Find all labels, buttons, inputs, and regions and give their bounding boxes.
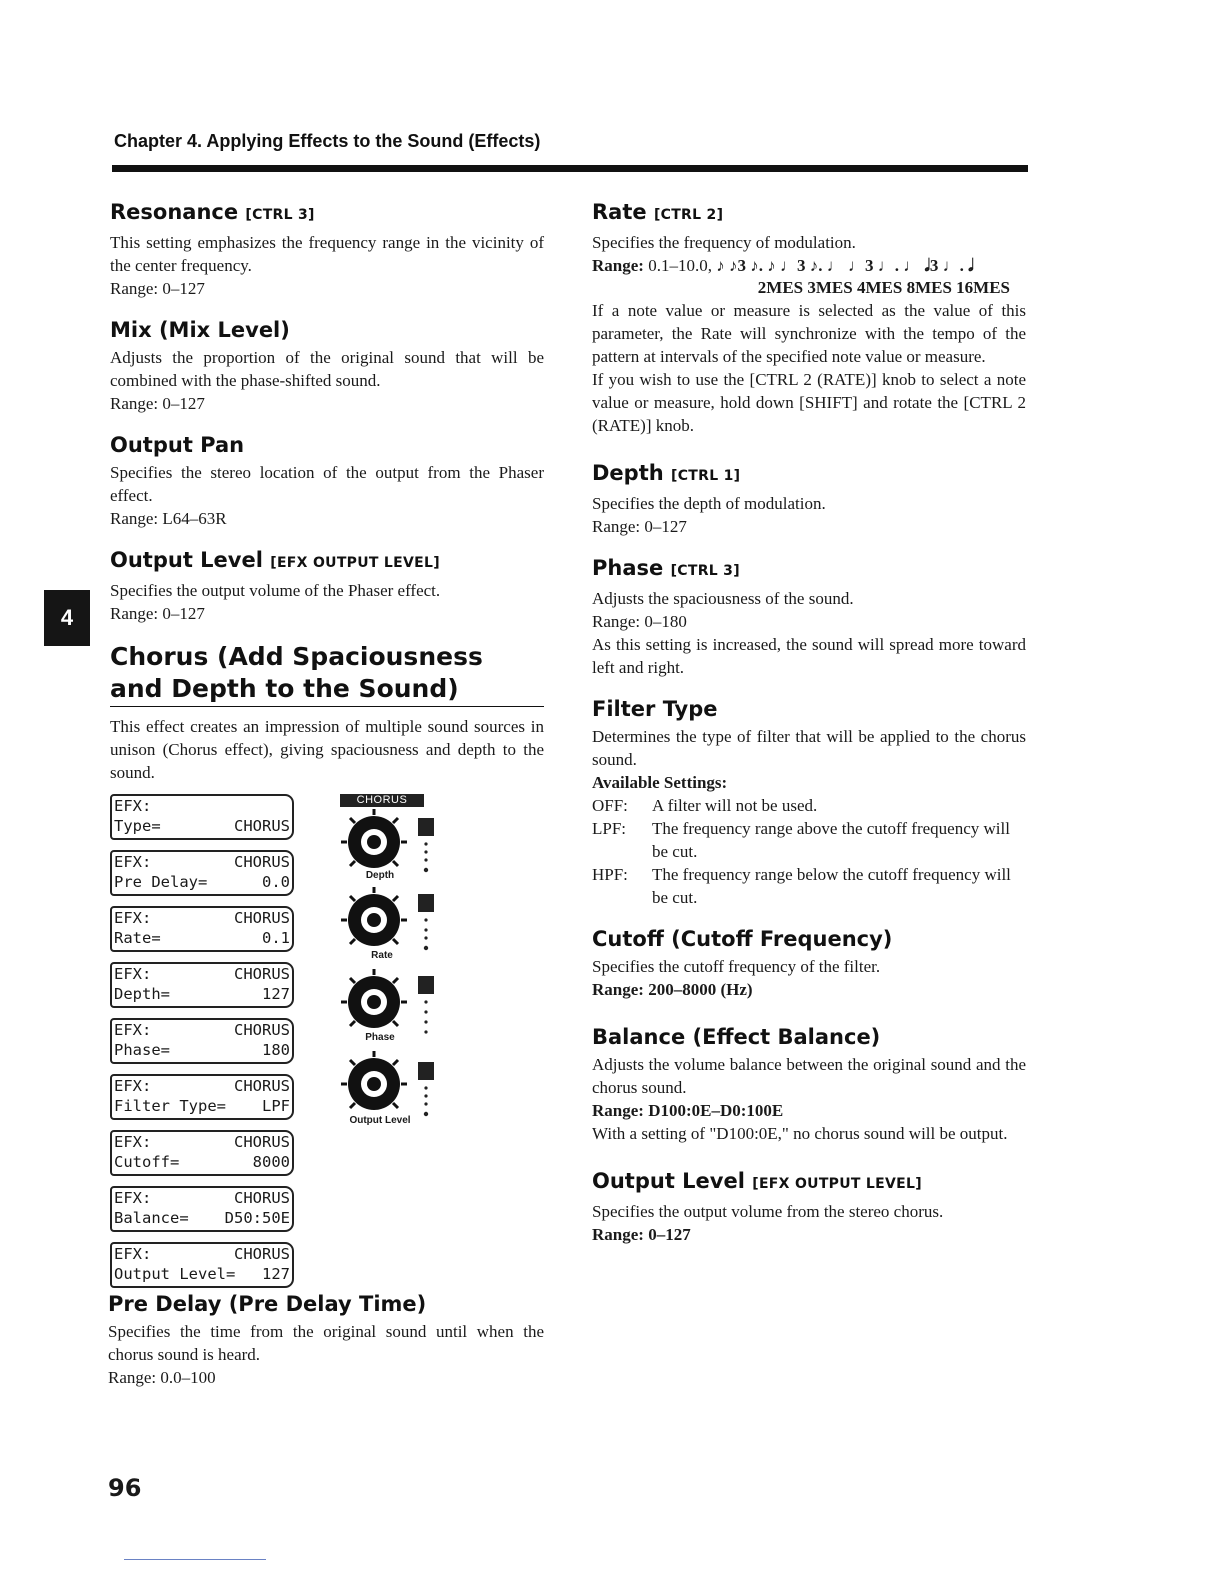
lcd-text: Filter Type= — [114, 1097, 226, 1115]
mix-text: Adjusts the proportion of the original sound that will be combined with the phase-shifted sound. — [110, 348, 544, 390]
mix-range: Range: 0–127 — [110, 394, 205, 413]
lcd-screen — [110, 1018, 294, 1064]
lcd-value: CHORUS — [234, 965, 290, 983]
lcd-value: LPF — [262, 1097, 290, 1115]
rate-title: Rate [CTRL 2] — [592, 200, 724, 224]
balance-text-note: With a setting of "D100:0E," no chorus sound will be output. — [592, 1124, 1008, 1143]
lcd-value: D50:50E — [224, 1209, 290, 1227]
right-column — [592, 198, 1026, 1262]
right-output-level-text: Specifies the output volume from the stereo chorus. — [592, 1202, 944, 1221]
chorus-text: This effect creates an impression of multiple sound sources in unison (Chorus effect), giving spaciousness and depth to the sound. — [110, 717, 544, 782]
lcd-text: EFX: — [114, 1077, 152, 1095]
cutoff-range: Range: 200–8000 (Hz) — [592, 980, 753, 999]
output-pan-range: Range: L64–63R — [110, 509, 227, 528]
lcd-screen — [110, 850, 294, 896]
lcd-list — [110, 794, 292, 1298]
lcd-value: 0.0 — [262, 873, 290, 891]
page-number: 96 — [108, 1474, 142, 1502]
filter-setting-lpf: LPF: The frequency range above the cutoff frequency will be cut. — [592, 819, 1010, 861]
chorus-title: Chorus (Add Spaciousness and Depth to the Sound) — [110, 641, 544, 707]
lcd-value: 180 — [262, 1041, 290, 1059]
phase-range: Range: 0–180 — [592, 612, 687, 631]
phase-text: Adjusts the spaciousness of the sound. — [592, 589, 854, 608]
lcd-screen — [110, 1074, 294, 1120]
lcd-value: CHORUS — [234, 1021, 290, 1039]
footer-line — [124, 1559, 266, 1560]
filter-type-title: Filter Type — [592, 697, 718, 721]
lcd-text: Output Level= — [114, 1265, 236, 1283]
output-level-range: Range: 0–127 — [110, 604, 205, 623]
lcd-text: Balance= — [114, 1209, 189, 1227]
lcd-screen — [110, 962, 294, 1008]
chorus-panel-label: CHORUS — [340, 794, 424, 807]
balance-title: Balance (Effect Balance) — [592, 1025, 881, 1049]
resonance-title: Resonance [CTRL 3] — [110, 200, 315, 224]
right-output-level-range: Range: 0–127 — [592, 1225, 691, 1244]
rate-range: Range: 0.1–10.0, ♪ ♪3 ♪. ♪ ♩3 ♪. ♩ ♩3 ♩. ♩ 𝅗𝅥3 ♩. 𝅗𝅥 2MES 3MES 4MES 8MES 16MES — [592, 256, 1010, 297]
lcd-screen — [110, 1186, 294, 1232]
output-level-knob-label: Output Level — [349, 1115, 411, 1126]
pre-delay-section — [108, 1290, 544, 1389]
pre-delay-title: Pre Delay (Pre Delay Time) — [108, 1292, 427, 1316]
output-pan-text: Specifies the stereo location of the output from the Phaser effect. — [110, 463, 544, 505]
lcd-text: EFX: — [114, 797, 152, 815]
lcd-value: CHORUS — [234, 817, 290, 835]
filter-available-label: Available Settings: — [592, 773, 728, 792]
rate-text: Specifies the frequency of modulation. — [592, 233, 856, 252]
lcd-screen — [110, 1242, 294, 1288]
depth-text: Specifies the depth of modulation. — [592, 494, 826, 513]
depth-title: Depth [CTRL 1] — [592, 461, 741, 485]
lcd-text: Type= — [114, 817, 161, 835]
right-output-level-section — [592, 1167, 1026, 1246]
lcd-text: EFX: — [114, 1189, 152, 1207]
chapter-tab: 4 — [44, 590, 90, 646]
output-level-section — [110, 546, 544, 625]
phase-title: Phase [CTRL 3] — [592, 556, 740, 580]
left-column — [110, 198, 544, 784]
resonance-text: This setting emphasizes the frequency range in the vicinity of the center frequency. — [110, 233, 544, 275]
balance-text: Adjusts the volume balance between the original sound and the chorus sound. — [592, 1055, 1026, 1097]
lcd-screen — [110, 794, 294, 840]
lcd-text: Pre Delay= — [114, 873, 208, 891]
output-level-knob-icon — [336, 1050, 446, 1120]
mix-section — [110, 316, 544, 415]
lcd-value: CHORUS — [234, 1189, 290, 1207]
lcd-text: Depth= — [114, 985, 170, 1003]
right-output-level-title: Output Level [EFX OUTPUT LEVEL] — [592, 1169, 922, 1193]
lcd-value: CHORUS — [234, 1133, 290, 1151]
balance-section — [592, 1023, 1026, 1145]
cutoff-section — [592, 925, 1026, 1001]
lcd-text: Cutoff= — [114, 1153, 180, 1171]
depth-range: Range: 0–127 — [592, 517, 687, 536]
lcd-value: CHORUS — [234, 1245, 290, 1263]
filter-setting-off: OFF: A filter will not be used. — [592, 796, 818, 815]
lcd-value: 127 — [262, 1265, 290, 1283]
rate-text-sync: If a note value or measure is selected as the value of this parameter, the Rate will synchronize with the tempo of the pattern at intervals of the specified note value or measure. — [592, 301, 1026, 366]
output-level-text: Specifies the output volume of the Phaser effect. — [110, 581, 441, 600]
output-pan-section — [110, 431, 544, 530]
chapter-heading: Chapter 4. Applying Effects to the Sound (Effects) — [114, 131, 541, 151]
lcd-text: EFX: — [114, 853, 152, 871]
rate-section — [592, 198, 1026, 437]
lcd-text: Phase= — [114, 1041, 170, 1059]
filter-setting-hpf: HPF: The frequency range below the cutoff frequency will be cut. — [592, 865, 1011, 907]
lcd-text: EFX: — [114, 1133, 152, 1151]
lcd-text: EFX: — [114, 965, 152, 983]
lcd-text: EFX: — [114, 1021, 152, 1039]
pre-delay-text: Specifies the time from the original sound until when the chorus sound is heard. — [108, 1322, 544, 1364]
phase-knob-label: Phase — [365, 1032, 395, 1043]
lcd-value: CHORUS — [234, 1077, 290, 1095]
cutoff-text: Specifies the cutoff frequency of the filter. — [592, 957, 881, 976]
balance-range: Range: D100:0E–D0:100E — [592, 1101, 784, 1120]
lcd-screen — [110, 906, 294, 952]
output-pan-title: Output Pan — [110, 433, 245, 457]
resonance-section — [110, 198, 544, 300]
lcd-value: CHORUS — [234, 853, 290, 871]
lcd-value: 127 — [262, 985, 290, 1003]
lcd-text: Rate= — [114, 929, 161, 947]
mix-title: Mix (Mix Level) — [110, 318, 290, 342]
output-level-title: Output Level [EFX OUTPUT LEVEL] — [110, 548, 440, 572]
resonance-range: Range: 0–127 — [110, 279, 205, 298]
phase-text-spread: As this setting is increased, the sound will spread more toward left and right. — [592, 635, 1026, 677]
lcd-value: 0.1 — [262, 929, 290, 947]
depth-section — [592, 459, 1026, 538]
phase-section — [592, 554, 1026, 679]
lcd-text: EFX: — [114, 909, 152, 927]
filter-type-section — [592, 695, 1026, 909]
filter-type-text: Determines the type of filter that will be applied to the chorus sound. — [592, 727, 1026, 769]
rate-knob-label: Rate — [371, 950, 393, 961]
rate-text-knob: If you wish to use the [CTRL 2 (RATE)] knob to select a note value or measure, hold down [SHIFT] and rotate the [CTRL 2 (RATE)] knob. — [592, 370, 1026, 435]
lcd-value: 8000 — [252, 1153, 290, 1171]
cutoff-title: Cutoff (Cutoff Frequency) — [592, 927, 893, 951]
depth-knob-label: Depth — [365, 870, 395, 881]
lcd-text: EFX: — [114, 1245, 152, 1263]
lcd-value: CHORUS — [234, 909, 290, 927]
header-rule — [112, 165, 1028, 172]
pre-delay-range: Range: 0.0–100 — [108, 1368, 216, 1387]
lcd-screen — [110, 1130, 294, 1176]
